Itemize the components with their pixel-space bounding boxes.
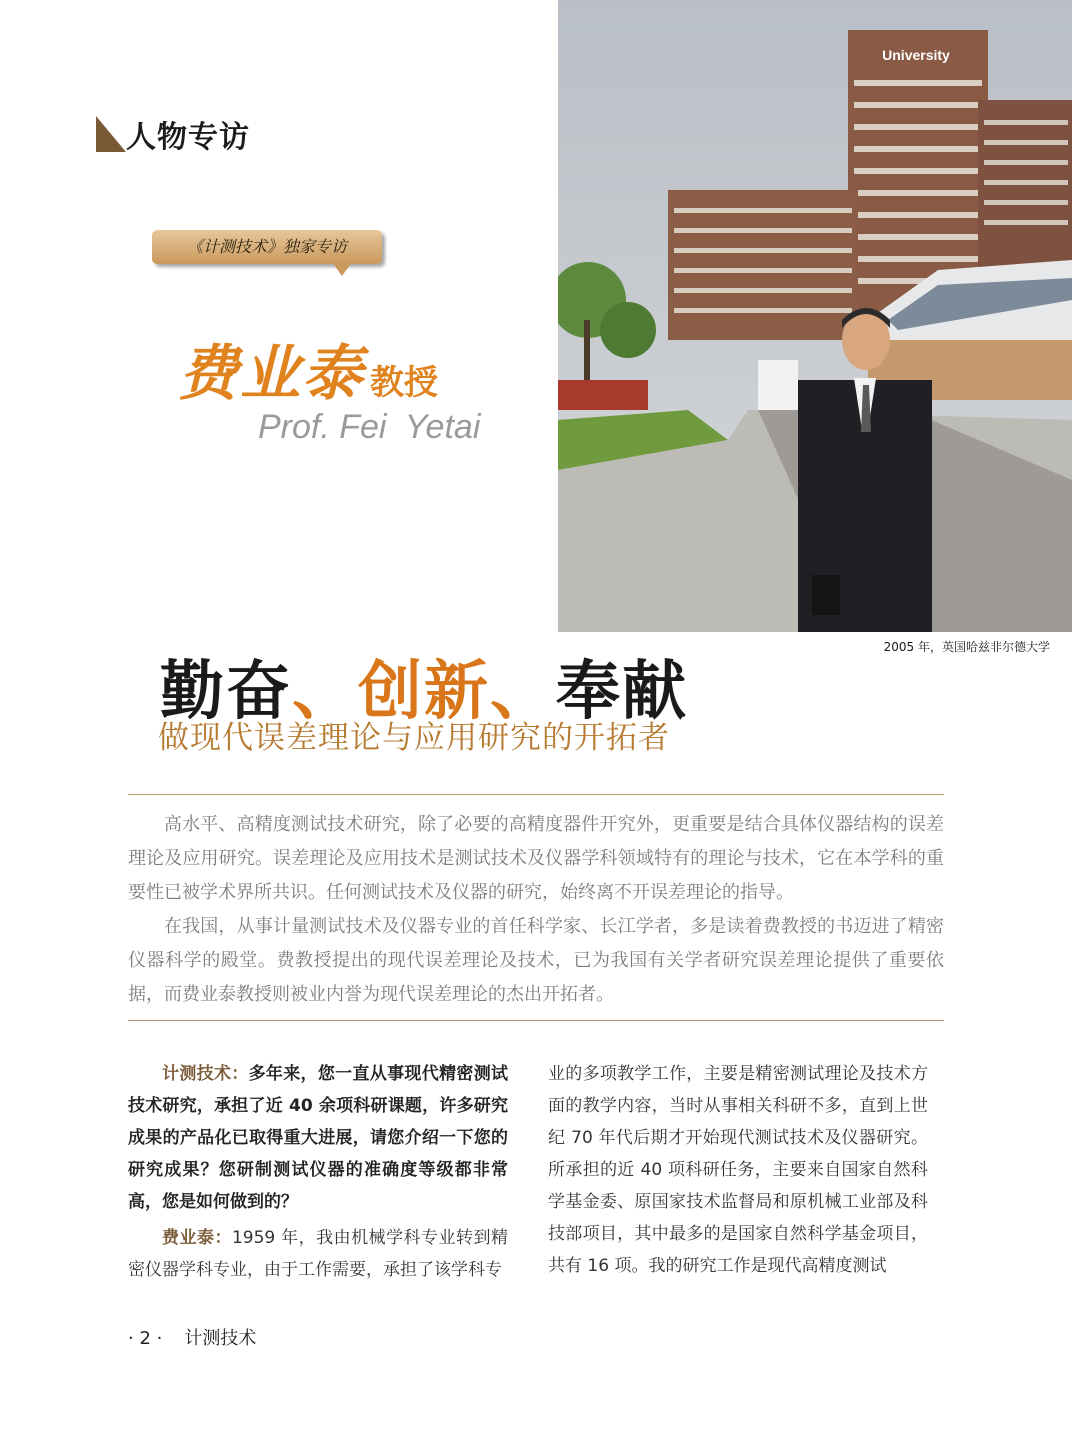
intro-lead [128, 808, 944, 1012]
intro-paragraph: 在我国，从事计量测试技术及仪器专业的首任科学家、长江学者，多是读着费教授的书迈进了精密仪器科学的殿堂。费教授提出的现代误差理论及技术，已为我国有关学者研究误差理论提供了重要依据，而费业泰教授则被业内誉为现代误差理论的杰出开拓者。 [128, 916, 944, 1005]
professor-name [178, 326, 438, 412]
professor-title: 教授 [370, 363, 438, 403]
answer-speaker: 费业泰： [162, 1228, 232, 1248]
subheadline: 做现代误差理论与应用研究的开拓者 [158, 720, 670, 756]
photo-illustration [558, 0, 1072, 632]
answer-text: 1959 年，我由机械学科专业转到精密仪器学科专业，由于工作需要，承担了该学科专 [128, 1228, 509, 1280]
interview-question [128, 1058, 508, 1218]
headline-separator-2: 、 [490, 655, 556, 729]
headline-word-3: 奉献 [556, 655, 688, 729]
question-text: 多年来，您一直从事现代精密测试技术研究，承担了近 40 余项科研课题，许多研究成果的产品化已取得重大进展，请您介绍一下您的研究成果？您研制测试仪器的准确度等级都非常高，您是如何做到的？ [128, 1064, 509, 1212]
photo-caption: 2005 年，英国哈兹非尔德大学 [883, 640, 1050, 654]
divider-bottom [128, 1020, 944, 1021]
professor-name-en: Prof. Fei Yetai [258, 408, 481, 446]
article-column-right [548, 1058, 928, 1282]
question-speaker: 计测技术： [162, 1064, 249, 1084]
answer-continued: 业的多项教学工作，主要是精密测试理论及技术方面的教学内容，当时从事相关科研不多，直到上世纪 70 年代后期才开始现代测试技术及仪器研究。所承担的近 40 项科研任务，主要来自国家自然科学基金委、原国家技术监督局和原机械工业部及科技部项目，其中最多的是国家自然科学基金项目，共有 16 项。我的研究工作是现代高精度测试 [548, 1064, 928, 1276]
section-marker-icon [96, 116, 126, 152]
page-number: · 2 · [128, 1328, 163, 1349]
headline-word-1: 勤奋 [160, 655, 292, 729]
exclusive-interview-badge [152, 230, 382, 264]
professor-name-cn: 费业泰 [178, 339, 364, 409]
headline-word-2: 创新 [358, 655, 490, 729]
portrait-photo [558, 0, 1072, 632]
interview-answer [128, 1222, 508, 1286]
speech-bubble-tail [332, 262, 352, 276]
intro-paragraph: 高水平、高精度测试技术研究，除了必要的高精度器件开究外，更重要是结合具体仪器结构的误差理论及应用研究。误差理论及应用技术是测试技术及仪器学科领域特有的理论与技术，它在本学科的重要性已被学术界所共识。任何测试技术及仪器的研究，始终离不开误差理论的指导。 [128, 814, 944, 903]
headline-separator-1: 、 [292, 655, 358, 729]
journal-name: 计测技术 [184, 1328, 257, 1349]
university-sign: University [882, 47, 950, 63]
section-label: 人物专访 [126, 120, 250, 155]
article-column-left [128, 1058, 508, 1286]
divider-top [128, 794, 944, 795]
page-footer [128, 1324, 256, 1350]
exclusive-interview-text: 《计测技术》独家专访 [186, 237, 347, 256]
